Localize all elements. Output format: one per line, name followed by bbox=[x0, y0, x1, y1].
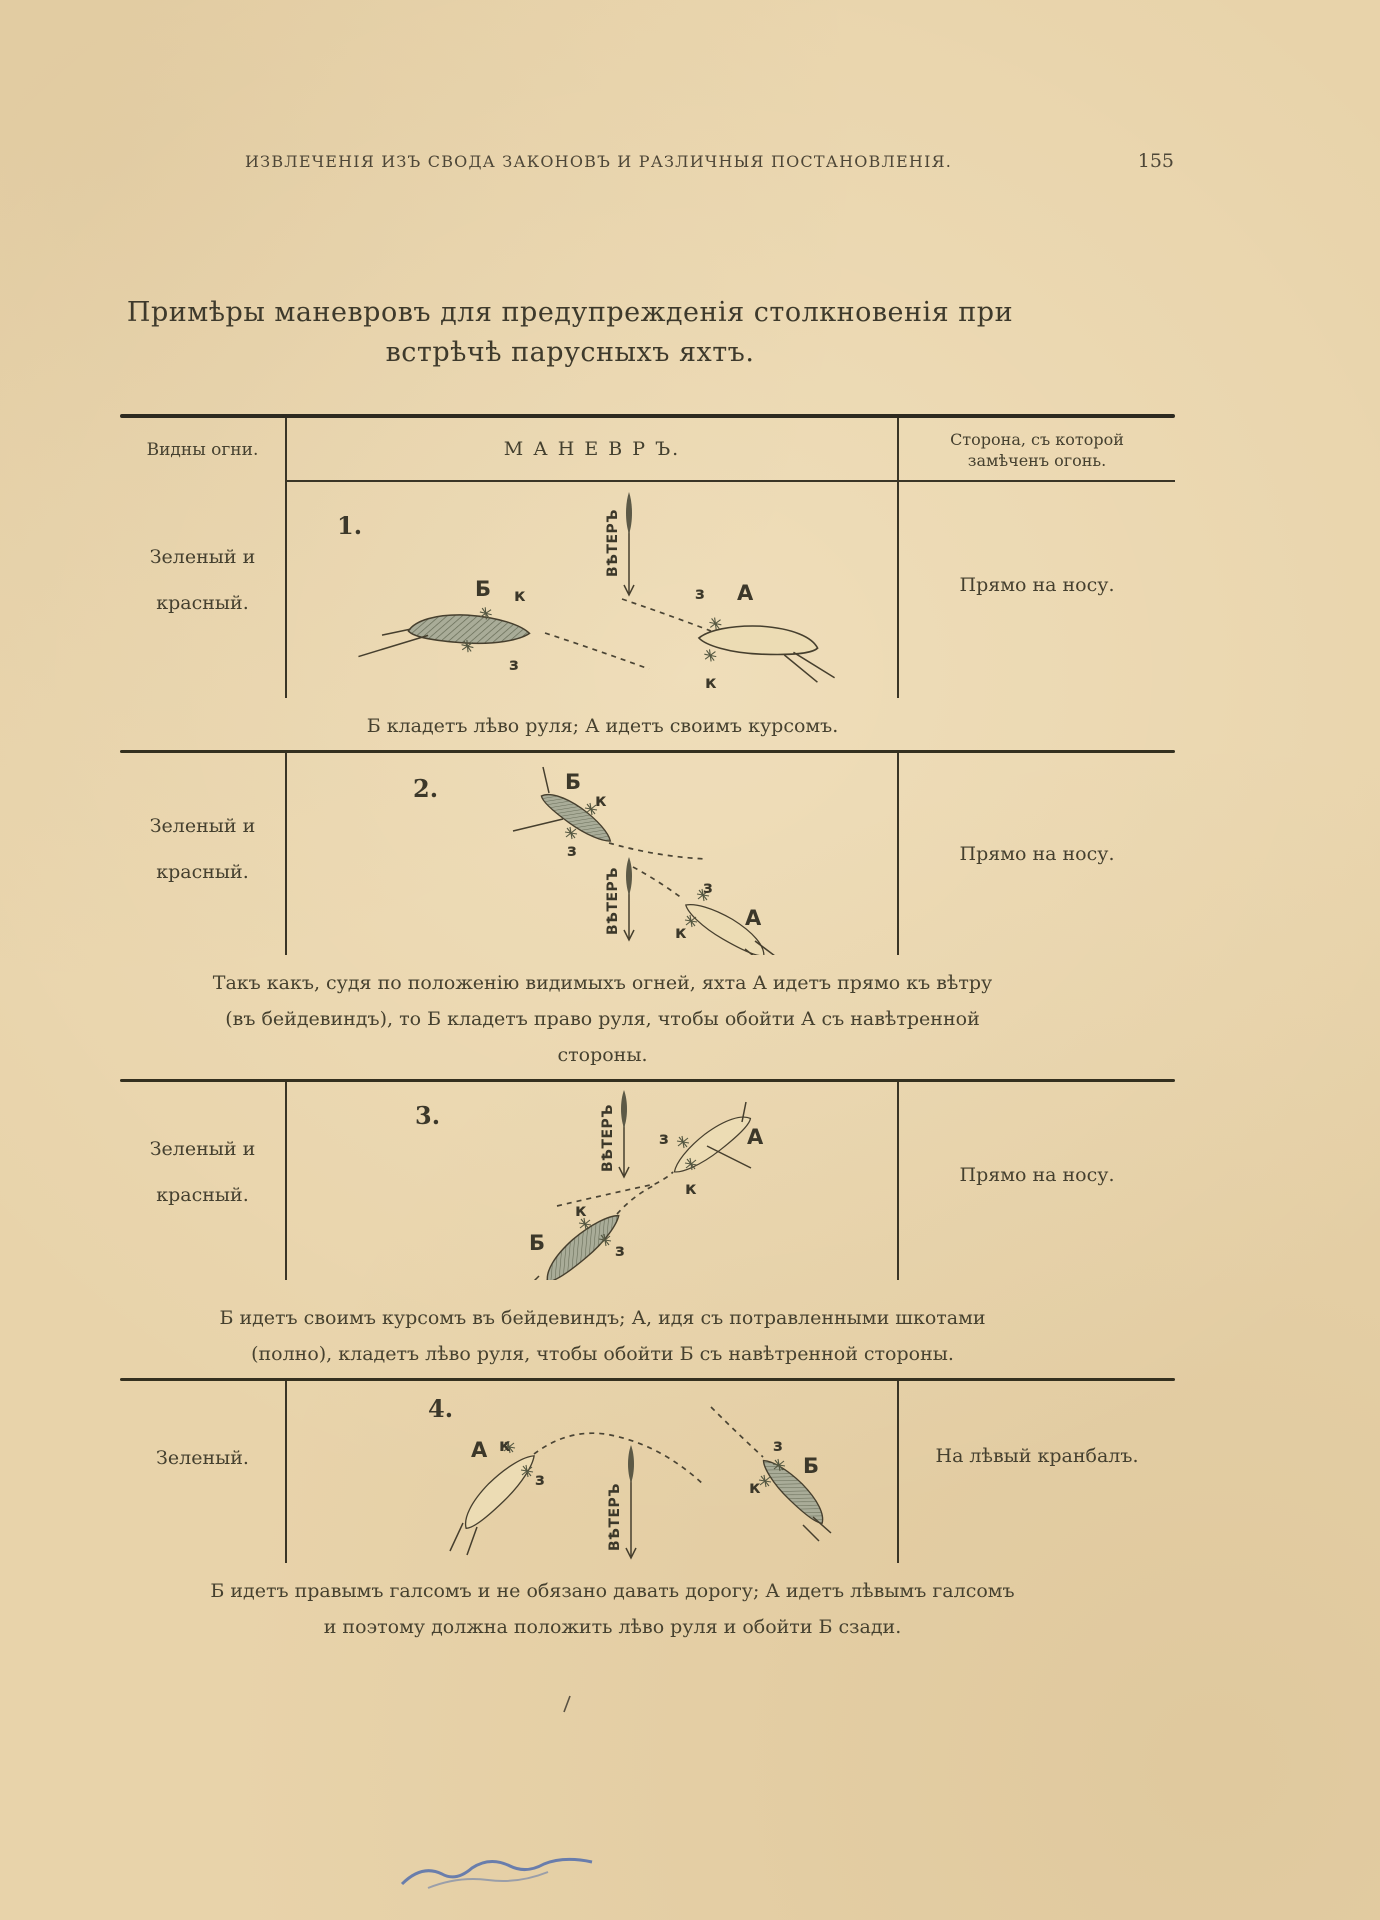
wind-arrow-icon bbox=[607, 1445, 636, 1558]
green-light-label: з bbox=[659, 1129, 669, 1149]
lights-cell bbox=[120, 1381, 285, 1563]
diagram-4 bbox=[287, 1381, 893, 1563]
yacht-b-rigging bbox=[527, 1276, 547, 1280]
diagram-cell bbox=[285, 1381, 899, 1563]
row-caption bbox=[120, 1563, 1175, 1651]
page-title bbox=[105, 293, 1035, 373]
light-mark bbox=[565, 827, 577, 839]
caption-line: стороны. bbox=[557, 1044, 648, 1066]
track-line bbox=[617, 1186, 653, 1214]
yacht-b-label: Б bbox=[565, 770, 582, 794]
light-mark bbox=[759, 1475, 771, 1487]
yacht-a-label: А bbox=[745, 906, 762, 930]
caption-line: (полно), кладетъ лѣво руля, чтобы обойти Б съ навѣтренной стороны. bbox=[251, 1343, 954, 1365]
diagram-number: 4. bbox=[428, 1394, 454, 1423]
yacht-b bbox=[756, 1453, 832, 1527]
track-line bbox=[545, 633, 649, 669]
caption-line: (въ бейдевиндъ), то Б кладетъ право руля, чтобы обойти А съ навѣтренной bbox=[225, 1008, 980, 1030]
yacht-b-label: Б bbox=[529, 1231, 546, 1255]
light-mark bbox=[677, 1136, 689, 1148]
yacht-a-rigging bbox=[450, 1523, 477, 1555]
red-light-label: к bbox=[499, 1436, 511, 1456]
wind-arrow-icon bbox=[600, 1090, 629, 1177]
row-caption bbox=[120, 955, 1175, 1079]
track-line bbox=[609, 843, 707, 859]
lights-text: Зеленый. bbox=[156, 1447, 249, 1469]
red-light-label: к bbox=[705, 673, 717, 693]
wind-label: ВѢТЕРЪ bbox=[605, 509, 621, 577]
table-row bbox=[120, 753, 1175, 955]
diagram-1 bbox=[287, 482, 893, 698]
track-line bbox=[534, 1433, 704, 1485]
diagram-cell bbox=[285, 753, 899, 955]
diagram-number: 1. bbox=[337, 511, 363, 540]
table-row bbox=[120, 482, 1175, 698]
diagram-2 bbox=[287, 753, 893, 955]
wind-arrow-icon bbox=[605, 492, 634, 595]
diagram-cell bbox=[285, 482, 899, 698]
lights-text: красный. bbox=[156, 592, 249, 614]
diagram-number: 3. bbox=[415, 1101, 441, 1130]
lights-text: Зеленый и bbox=[149, 815, 256, 837]
wind-label: ВѢТЕРЪ bbox=[600, 1104, 616, 1172]
green-light-label: з bbox=[773, 1436, 783, 1456]
lights-cell bbox=[120, 753, 285, 955]
table-header-row bbox=[120, 418, 1175, 482]
yacht-a bbox=[697, 617, 836, 683]
lights-text: Зеленый и bbox=[149, 1138, 256, 1160]
wind-label: ВѢТЕРЪ bbox=[605, 867, 621, 935]
side-cell: Прямо на носу. bbox=[959, 1164, 1115, 1186]
red-light-label: к bbox=[595, 791, 607, 811]
yacht-a-label: А bbox=[471, 1438, 488, 1462]
yacht-a-label: А bbox=[737, 581, 754, 605]
lights-text: красный. bbox=[156, 861, 249, 883]
lights-cell bbox=[120, 482, 285, 698]
green-light-label: з bbox=[703, 878, 713, 898]
col-header-lights: Видны огни. bbox=[146, 440, 259, 460]
yacht-a-label: А bbox=[747, 1125, 764, 1149]
maneuver-table bbox=[120, 414, 1175, 1651]
red-light-label: к bbox=[685, 1179, 697, 1199]
table-row bbox=[120, 1381, 1175, 1563]
diagram-cell bbox=[285, 1082, 899, 1280]
red-light-label: к bbox=[514, 586, 526, 606]
running-header bbox=[245, 150, 1174, 172]
caption-line: Б идетъ своимъ курсомъ въ бейдевиндъ; А, идя съ потравленными шкотами bbox=[219, 1307, 986, 1329]
page-title-line1: Примѣры маневровъ для предупрежденія столкновенія при bbox=[126, 297, 1014, 328]
wind-arrow-icon bbox=[605, 857, 634, 940]
col-header-side-line2: замѣченъ огонь. bbox=[967, 451, 1107, 470]
red-light-label: к bbox=[675, 923, 687, 943]
red-light-label: к bbox=[749, 1478, 761, 1498]
red-light-label: к bbox=[575, 1201, 587, 1221]
page-title-line2: встрѣчѣ парусныхъ яхтъ. bbox=[385, 337, 755, 368]
caption-line: Б идетъ правымъ галсомъ и не обязано давать дорогу; А идетъ лѣвымъ галсомъ bbox=[210, 1580, 1015, 1602]
caption-line: и поэтому должна положить лѣво руля и обойти Б сзади. bbox=[323, 1616, 902, 1638]
side-cell: На лѣвый кранбалъ. bbox=[935, 1445, 1139, 1467]
yacht-a bbox=[455, 1448, 542, 1533]
yacht-b-label: Б bbox=[803, 1454, 820, 1478]
caption-line: Б кладетъ лѣво руля; А идетъ своимъ курсомъ. bbox=[366, 715, 839, 737]
green-light-label: з bbox=[567, 841, 577, 861]
green-light-label: з bbox=[509, 655, 519, 675]
green-light-label: з bbox=[695, 584, 705, 604]
table-row bbox=[120, 1082, 1175, 1280]
wind-label: ВѢТЕРЪ bbox=[607, 1483, 623, 1551]
running-header-text: ИЗВЛЕЧЕНІЯ ИЗЪ СВОДА ЗАКОНОВЪ И РАЗЛИЧНЫЯ ПОСТАНОВЛЕНІЯ. bbox=[245, 152, 953, 171]
lights-text: красный. bbox=[156, 1184, 249, 1206]
lights-cell bbox=[120, 1082, 285, 1280]
caption-line: Такъ какъ, судя по положенію видимыхъ огней, яхта А идетъ прямо къ вѣтру bbox=[212, 972, 993, 994]
diagram-number: 2. bbox=[413, 774, 439, 803]
side-cell: Прямо на носу. bbox=[959, 843, 1115, 865]
row-caption bbox=[120, 698, 1175, 750]
green-light-label: з bbox=[615, 1241, 625, 1261]
yacht-b-label: Б bbox=[475, 577, 492, 601]
pen-mark bbox=[398, 1850, 598, 1896]
yacht-b bbox=[358, 599, 531, 669]
lights-text: Зеленый и bbox=[149, 546, 256, 568]
page-number: 155 bbox=[1137, 150, 1174, 172]
ink-mark bbox=[556, 1692, 580, 1716]
col-header-side-line1: Сторона, съ которой bbox=[950, 430, 1124, 449]
track-line bbox=[633, 867, 683, 899]
col-header-maneuver: М А Н Е В Р Ъ. bbox=[285, 418, 899, 482]
row-caption bbox=[120, 1280, 1175, 1378]
side-cell: Прямо на носу. bbox=[959, 574, 1115, 596]
col-header-side bbox=[899, 418, 1175, 482]
yacht-b-rigging bbox=[803, 1517, 831, 1541]
green-light-label: з bbox=[535, 1470, 545, 1490]
track-line bbox=[711, 1407, 763, 1457]
diagram-3 bbox=[287, 1082, 893, 1280]
